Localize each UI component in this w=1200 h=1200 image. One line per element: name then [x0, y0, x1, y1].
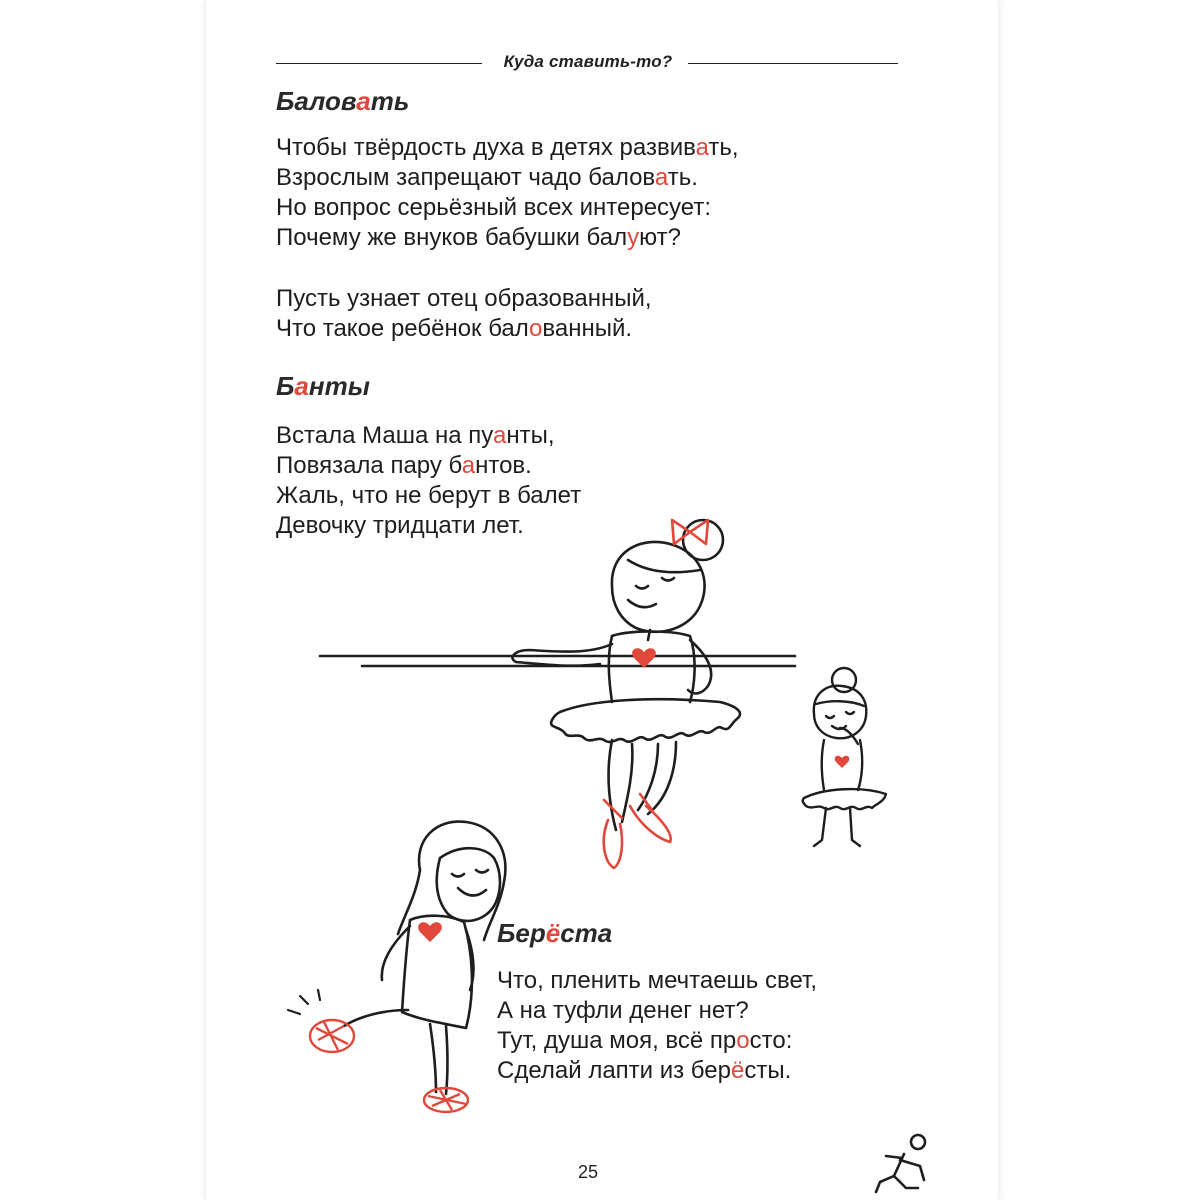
heading-part: нты [308, 371, 370, 401]
verse-line: Чтобы твёрдость духа в детях развивать, [276, 134, 739, 161]
stress-vowel: а [356, 86, 371, 116]
stress-vowel: а [654, 164, 668, 191]
heading-part: Балов [276, 86, 357, 116]
verse-line: Пусть узнает отец образованный, [276, 285, 652, 312]
stress-vowel: а [492, 422, 507, 449]
heading-part: Бер [497, 918, 546, 948]
stress-vowel: ё [545, 918, 561, 948]
stress-vowel: о [529, 315, 543, 342]
stress-vowel: а [461, 452, 476, 479]
verse-line: Взрослым запрещают чадо баловать. [276, 164, 698, 191]
verse-line: Что, пленить мечтаешь свет, [497, 967, 818, 994]
verse-line: Что такое ребёнок балованный. [276, 315, 633, 342]
stress-vowel: а [294, 371, 309, 401]
verse-line: Но вопрос серьёзный всех интересует: [276, 194, 711, 221]
heading-part: ть [370, 86, 410, 116]
page-number: 25 [577, 1162, 599, 1182]
stress-vowel: ё [730, 1057, 745, 1084]
verse-line: Почему же внуков бабушки балуют? [276, 224, 681, 251]
verse-line: Сделай лапти из берёсты. [497, 1057, 792, 1084]
verse-line: Жаль, что не берут в балет [276, 482, 582, 509]
verse-line: Повязала пару бантов. [276, 452, 532, 479]
verse-line: Встала Маша на пуанты, [276, 422, 555, 449]
stress-vowel: а [695, 134, 709, 161]
heading-part: Б [276, 371, 295, 401]
stress-vowel: у [627, 224, 640, 251]
heading-part: ста [560, 918, 613, 948]
stress-vowel: о [736, 1027, 750, 1054]
verse-line: Тут, душа моя, всё просто: [497, 1027, 793, 1054]
verse-line: А на туфли денег нет? [497, 997, 749, 1024]
verse-line: Девочку тридцати лет. [276, 512, 524, 539]
header-title: Куда ставить-то? [503, 52, 673, 71]
